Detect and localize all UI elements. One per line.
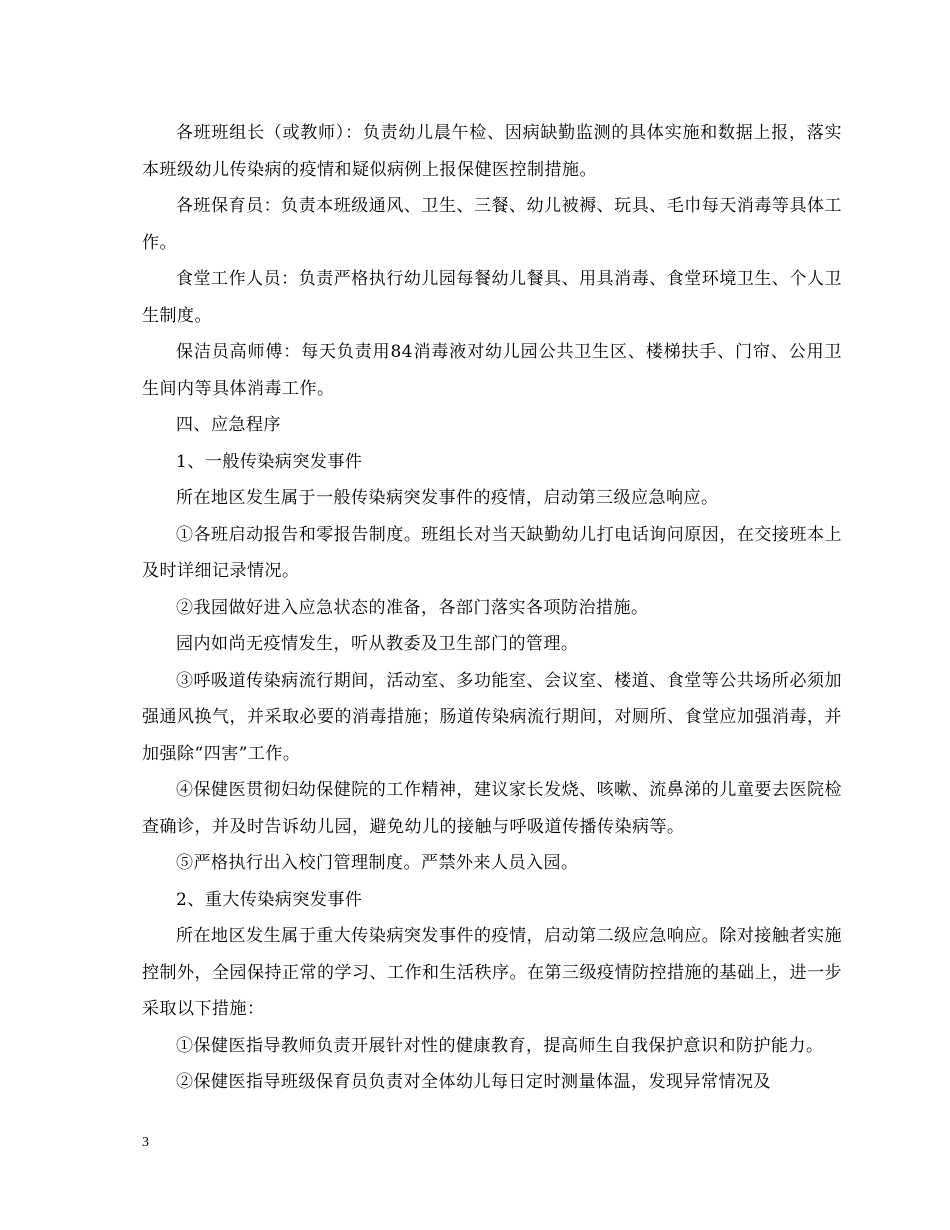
paragraph-item-1-reporting: ①各班启动报告和零报告制度。班组长对当天缺勤幼儿打电话询问原因，在交接班本上及时详细记录情况。 <box>142 524 842 581</box>
paragraph-item-5-gate-management: ⑤严格执行出入校门管理制度。严禁外来人员入园。 <box>176 853 579 873</box>
section-heading-emergency-procedure: 四、应急程序 <box>176 415 281 435</box>
paragraph-nursery-staff-duties: 各班保育员：负责本班级通风、卫生、三餐、幼儿被褥、玩具、毛巾每天消毒等具体工作。 <box>142 196 842 253</box>
paragraph-item-2-temperature-check: ②保健医指导班级保育员负责对全体幼儿每日定时测量体温，发现异常情况及 <box>176 1072 771 1092</box>
subheading-major-event: 2、重大传染病突发事件 <box>176 889 363 910</box>
paragraph-item-2-preparation: ②我园做好进入应急状态的准备，各部门落实各项防治措施。 <box>176 597 649 618</box>
paragraph-item-3-ventilation: ③呼吸道传染病流行期间，活动室、多功能室、会议室、楼道、食堂等公共场所必须加强通风换气，并采取必要的消毒措施；肠道传染病流行期间，对厕所、食堂应加强消毒，并加强除“四害”工作。 <box>142 670 842 764</box>
document-body <box>142 115 842 1101</box>
page-number: 3 <box>142 1135 149 1150</box>
paragraph-cleaner-duties: 保洁员高师傅：每天负责用84消毒液对幼儿园公共卫生区、楼梯扶手、门帘、公用卫生间内等具体消毒工作。 <box>142 342 842 399</box>
paragraph-no-epidemic-note: 园内如尚无疫情发生，听从教委及卫生部门的管理。 <box>176 634 579 654</box>
paragraph-item-4-health-doctor: ④保健医贯彻妇幼保健院的工作精神，建议家长发烧、咳嗽、流鼻涕的儿童要去医院检查确诊，并及时告诉幼儿园，避免幼儿的接触与呼吸道传播传染病等。 <box>142 780 842 837</box>
paragraph-canteen-staff-duties: 食堂工作人员：负责严格执行幼儿园每餐幼儿餐具、用具消毒、食堂环境卫生、个人卫生制度。 <box>142 269 842 326</box>
paragraph-item-1-health-education: ①保健医指导教师负责开展针对性的健康教育，提高师生自我保护意识和防护能力。 <box>176 1035 824 1056</box>
paragraph-level-three-response: 所在地区发生属于一般传染病突发事件的疫情，启动第三级应急响应。 <box>176 488 719 508</box>
paragraph-class-leader-duties: 各班班组长（或教师）：负责幼儿晨午检、因病缺勤监测的具体实施和数据上报，落实本班级幼儿传染病的疫情和疑似病例上报保健医控制措施。 <box>142 123 842 180</box>
paragraph-level-two-response: 所在地区发生属于重大传染病突发事件的疫情，启动第二级应急响应。除对接触者实施控制外，全园保持正常的学习、工作和生活秩序。在第三级疫情防控措施的基础上，进一步采取以下措施： <box>142 926 842 1019</box>
subheading-general-event: 1、一般传染病突发事件 <box>176 451 363 472</box>
